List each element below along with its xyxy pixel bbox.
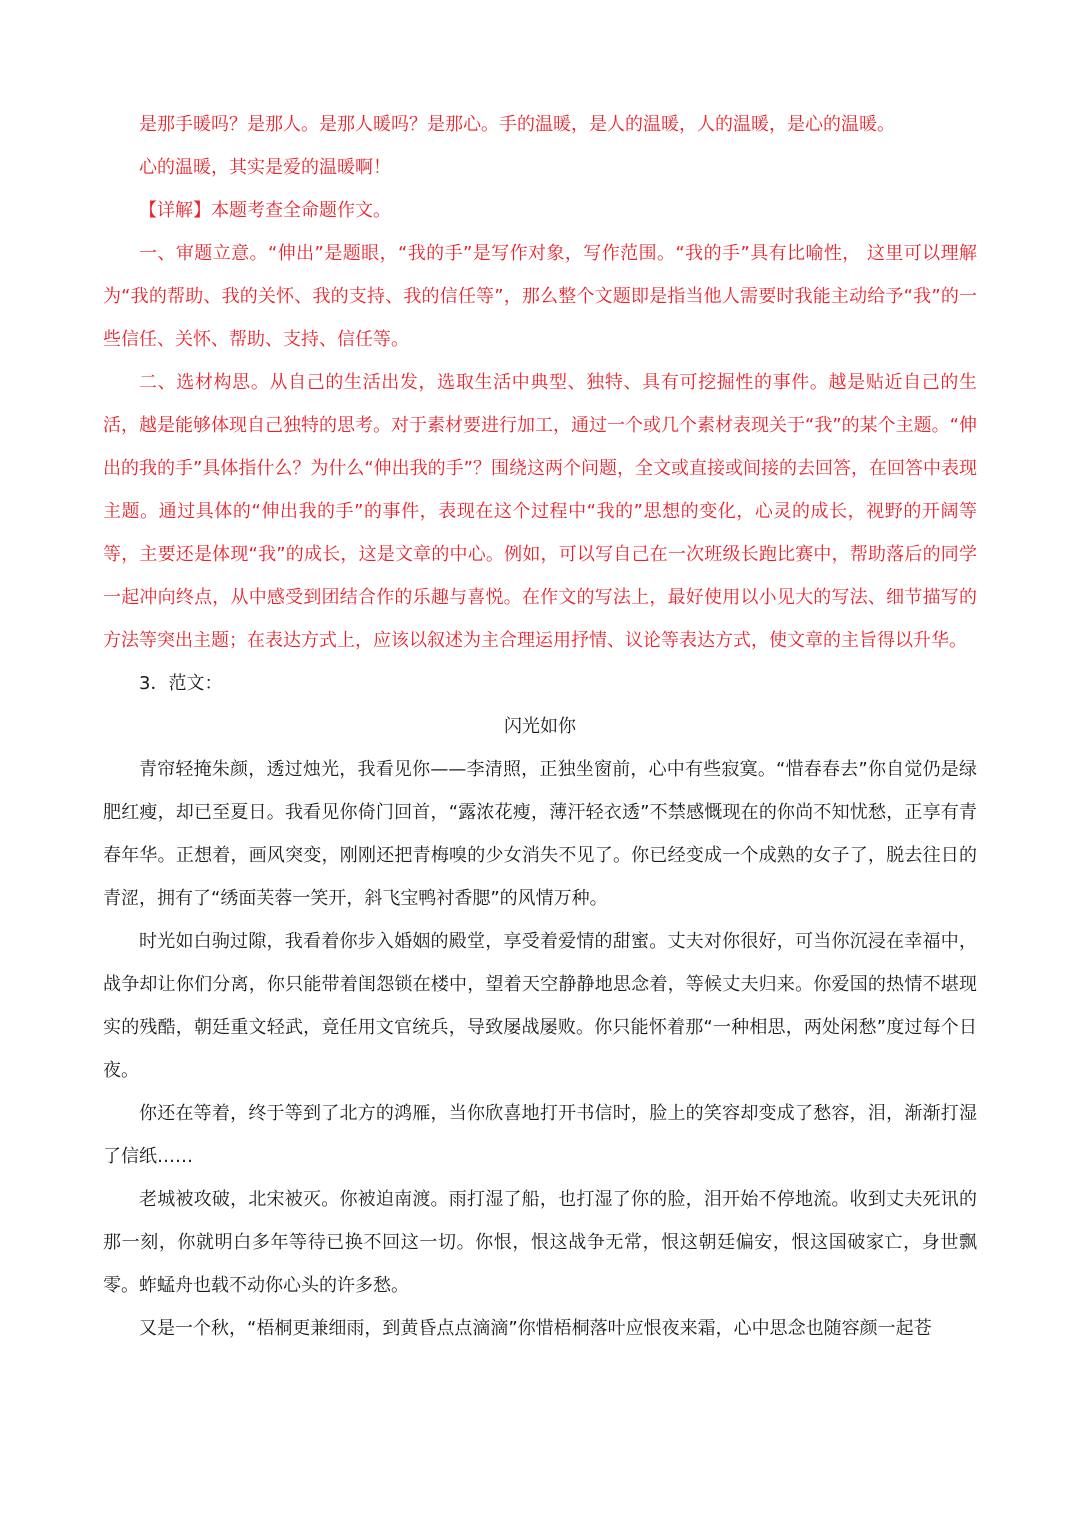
- document-page: [103, 103, 977, 1350]
- answer-section: [103, 103, 977, 662]
- sample-heading: 3．范文：: [139, 673, 223, 694]
- essay-paragraph: 老城被攻破，北宋被灭。你被迫南渡。雨打湿了船，也打湿了你的脸，泪开始不停地流。收到丈夫死讯的那一刻，你就明白多年等待已换不回这一切。你恨，恨这战争无常，恨这朝廷偏安，恨这国破家亡，身世飘零。蚱蜢舟也载不动你心头的许多愁。: [103, 1189, 977, 1296]
- answer-paragraph-1: 是那手暖吗？是那人。是那人暖吗？是那心。手的温暖，是人的温暖，人的温暖，是心的温暖。: [139, 114, 895, 135]
- essay-paragraph: 青帘轻掩朱颜，透过烛光，我看见你——李清照，正独坐窗前，心中有些寂寞。“惜春春去”你自觉仍是绿肥红瘦，却已至夏日。我看见你倚门回首，“露浓花瘦，薄汗轻衣透”不禁感慨现在的你尚不知忧愁，正享有青春年华。正想着，画风突变，刚刚还把青梅嗅的少女消失不见了。你已经变成一个成熟的女子了，脱去往日的青涩，拥有了“绣面芙蓉一笑开，斜飞宝鸭衬香腮”的风情万种。: [103, 759, 977, 909]
- explanation-point-1: 一、审题立意。“伸出”是题眼，“我的手”是写作对象，写作范围。“我的手”具有比喻性， 这里可以理解为“我的帮助、我的关怀、我的支持、我的信任等”，那么整个文题即是指当他人需要时我能主动给予“我”的一些信任、关怀、帮助、支持、信任等。: [103, 243, 977, 350]
- essay-title: 闪光如你: [504, 716, 576, 737]
- essay-paragraph: 又是一个秋，“梧桐更兼细雨，到黄昏点点滴滴”你惜梧桐落叶应恨夜来霜，心中思念也随容颜一起苍: [139, 1318, 932, 1339]
- explanation-point-2: 二、选材构思。从自己的生活出发，选取生活中典型、独特、具有可挖掘性的事件。越是贴近自己的生活，越是能够体现自己独特的思考。对于素材要进行加工，通过一个或几个素材表现关于“我”的某个主题。“伸出的我的手”具体指什么？为什么“伸出我的手”？围绕这两个问题，全文或直接或间接的去回答，在回答中表现主题。通过具体的“伸出我的手”的事件，表现在这个过程中“我的”思想的变化，心灵的成长，视野的开阔等等，主要还是体现“我”的成长，这是文章的中心。例如，可以写自己在一次班级长跑比赛中，帮助落后的同学一起冲向终点，从中感受到团结合作的乐趣与喜悦。在作文的写法上，最好使用以小见大的写法、细节描写的方法等突出主题；在表达方式上，应该以叙述为主合理运用抒情、议论等表达方式，使文章的主旨得以升华。: [103, 372, 977, 651]
- essay-paragraph: 你还在等着，终于等到了北方的鸿雁，当你欣喜地打开书信时，脸上的笑容却变成了愁容，泪，渐渐打湿了信纸……: [103, 1103, 977, 1167]
- answer-paragraph-2: 心的温暖，其实是爱的温暖啊！: [139, 157, 391, 178]
- sample-essay: [103, 662, 977, 1350]
- explanation-heading: 【详解】本题考查全命题作文。: [139, 200, 391, 221]
- essay-paragraph: 时光如白驹过隙，我看着你步入婚姻的殿堂，享受着爱情的甜蜜。丈夫对你很好，可当你沉浸在幸福中，战争却让你们分离，你只能带着闺怨锁在楼中，望着天空静静地思念着，等候丈夫归来。你爱国的热情不堪现实的残酷，朝廷重文轻武，竟任用文官统兵，导致屡战屡败。你只能怀着那“一种相思，两处闲愁”度过每个日夜。: [103, 931, 977, 1081]
